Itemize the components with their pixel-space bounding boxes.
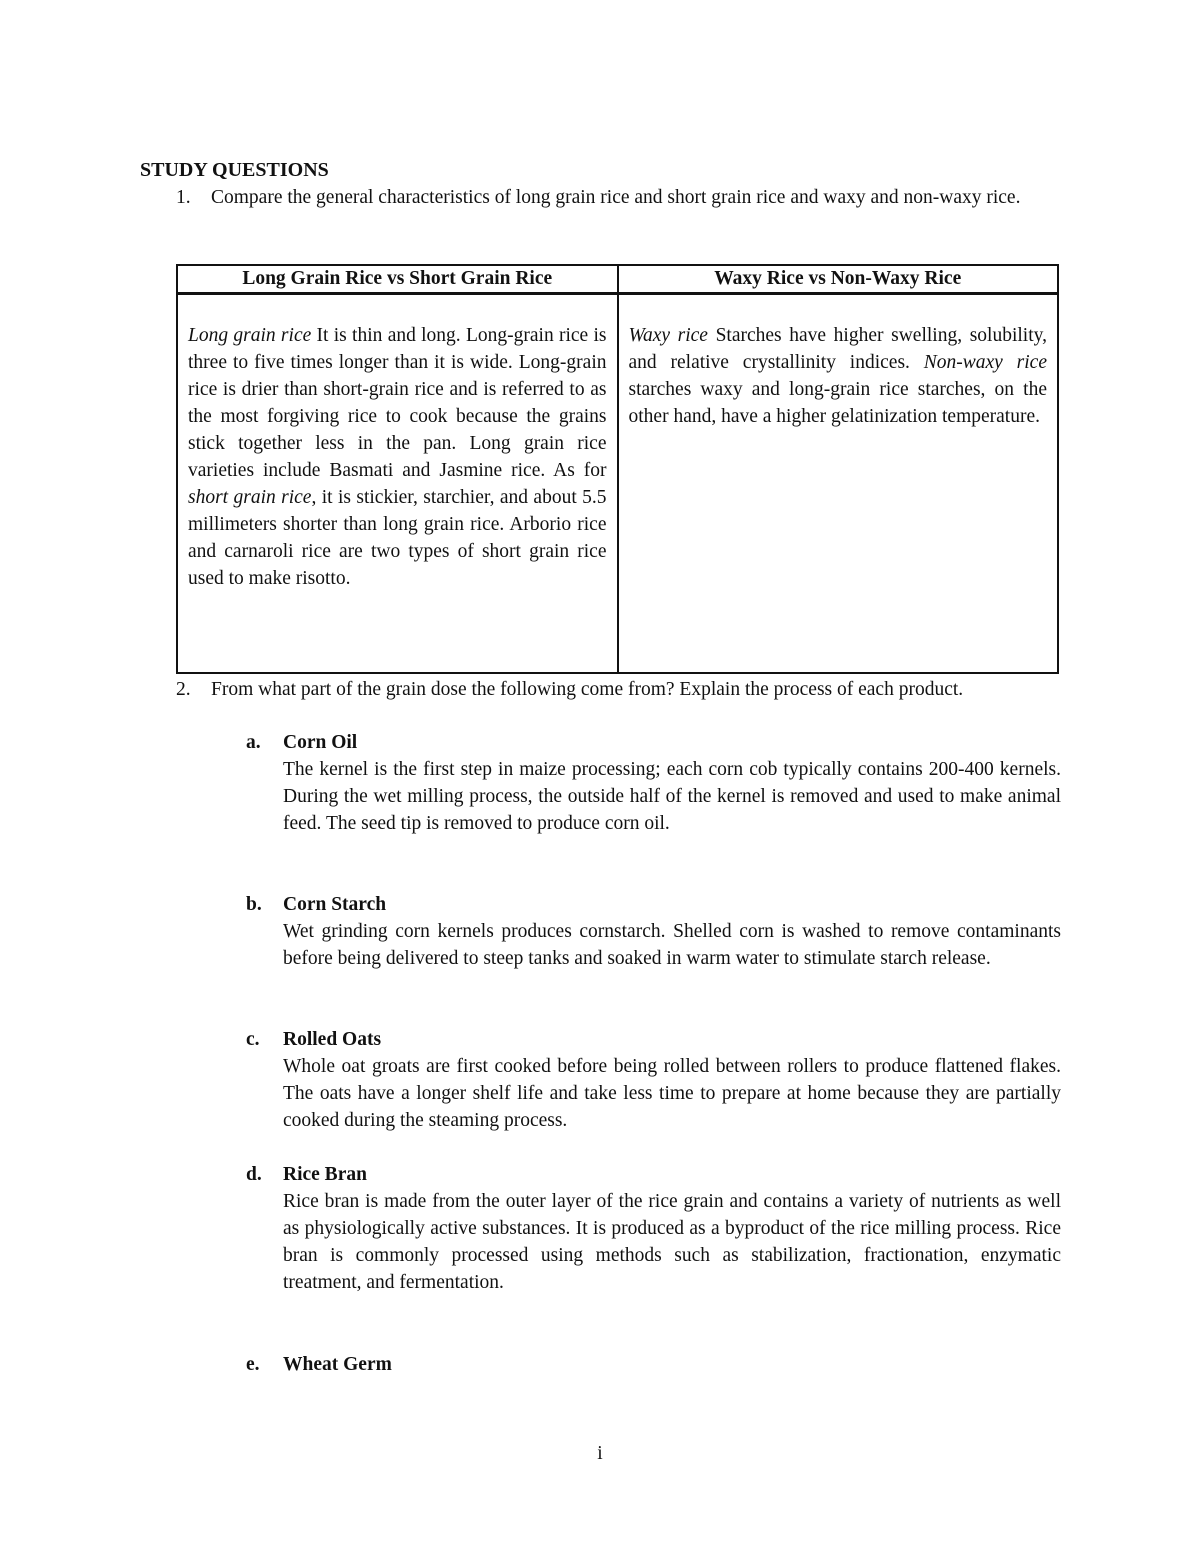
question-2-number: 2. <box>176 679 191 700</box>
non-waxy-description: starches waxy and long-grain rice starches, on the other hand, have a higher gelatinization temperature. <box>628 379 1047 427</box>
question-1-text: Compare the general characteristics of long grain rice and short grain rice and waxy and non-waxy rice. <box>211 187 1021 208</box>
item-letter: b. <box>246 894 262 915</box>
question-2-text: From what part of the grain dose the following come from? Explain the process of each product. <box>211 679 964 700</box>
item-title: Wheat Germ <box>283 1354 392 1375</box>
table-row <box>177 294 1058 674</box>
item-letter: a. <box>246 732 261 753</box>
term-long-grain-rice: Long grain rice <box>188 325 312 346</box>
table-header-row <box>177 265 1058 294</box>
col-header-waxy: Waxy Rice vs Non-Waxy Rice <box>618 265 1059 294</box>
term-waxy-rice: Waxy rice <box>628 325 708 346</box>
item-body: Whole oat groats are first cooked before being rolled between rollers to produce flattened flakes. The oats have a longer shelf life and take less time to prepare at home because they are partially cooked during the steaming process. <box>283 1056 1061 1131</box>
question-1-number: 1. <box>176 187 191 208</box>
item-letter: c. <box>246 1029 260 1050</box>
item-body: Rice bran is made from the outer layer of the rice grain and contains a variety of nutrients as well as physiologically active substances. It is produced as a byproduct of the rice milling process. Rice bran is commonly processed using methods such as stabilization, fractionation, enzymatic treatment, and fermentation. <box>283 1191 1061 1293</box>
item-letter: e. <box>246 1354 260 1375</box>
term-short-grain-rice: short grain rice <box>188 487 312 508</box>
short-grain-description: , it is stickier, starchier, and about 5.5 millimeters shorter than long grain rice. Arborio rice and carnaroli rice are two types of short grain rice used to make risotto. <box>188 487 607 589</box>
page-heading: STUDY QUESTIONS <box>140 159 329 181</box>
cell-grain-length <box>177 294 618 674</box>
term-non-waxy-rice: Non-waxy rice <box>923 352 1047 373</box>
item-title: Corn Starch <box>283 894 387 915</box>
item-body: The kernel is the first step in maize processing; each corn cob typically contains 200-400 kernels. During the wet milling process, the outside half of the kernel is removed and used to make animal feed. The seed tip is removed to produce corn oil. <box>283 759 1061 834</box>
item-title: Rice Bran <box>283 1164 367 1185</box>
item-title: Rolled Oats <box>283 1029 382 1050</box>
item-letter: d. <box>246 1164 262 1185</box>
comparison-table <box>176 264 1059 674</box>
page-number: i <box>597 1443 603 1464</box>
long-grain-description: It is thin and long. Long-grain rice is three to five times longer than it is wide. Long-grain rice is drier than short-grain rice and is referred to as the most forgiving rice to cook because the grains stick together less in the pan. Long grain rice varieties include Basmati and Jasmine rice. As for <box>188 325 607 481</box>
cell-waxy <box>618 294 1059 674</box>
col-header-grain-length: Long Grain Rice vs Short Grain Rice <box>177 265 618 294</box>
item-body: Wet grinding corn kernels produces cornstarch. Shelled corn is washed to remove contaminants before being delivered to steep tanks and soaked in warm water to stimulate starch release. <box>283 921 1061 969</box>
waxy-description: Starches have higher swelling, solubility, and relative crystallinity indices. <box>628 325 1047 373</box>
item-title: Corn Oil <box>283 732 358 753</box>
